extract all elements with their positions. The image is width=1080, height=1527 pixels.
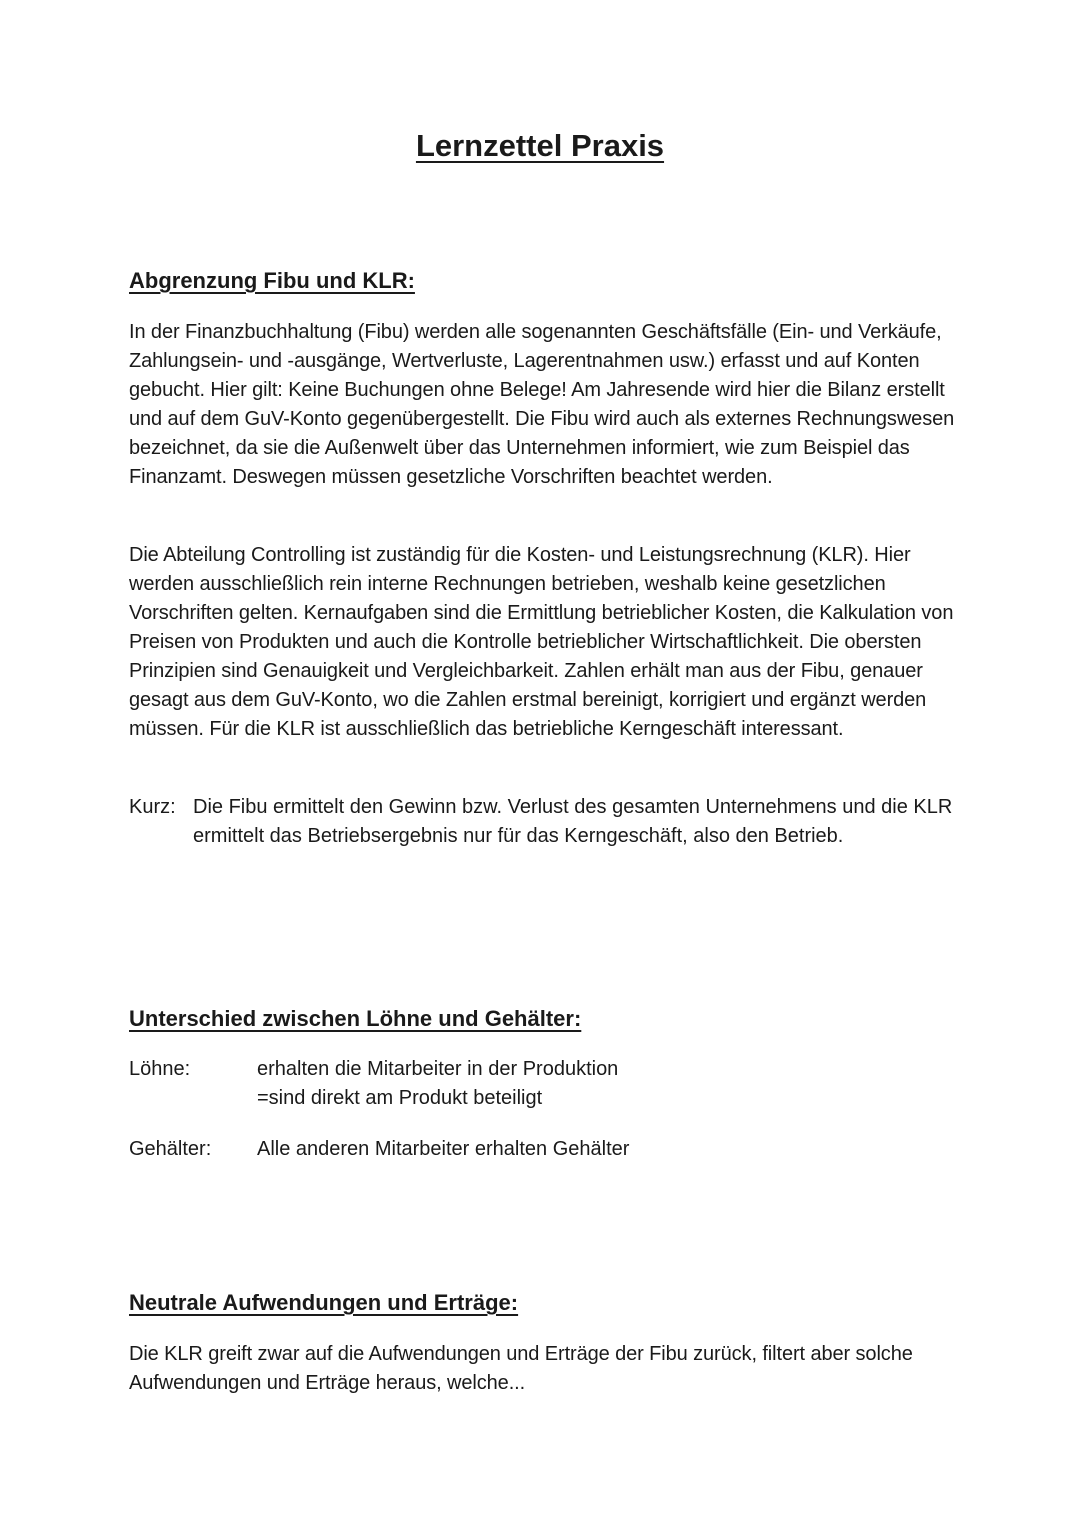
paragraph-neutrale: Die KLR greift zwar auf die Aufwendungen und Erträge der Fibu zurück, filtert aber solche Aufwendungen und Erträge heraus, welche...: [129, 1343, 913, 1394]
definition-line: =sind direkt am Produkt beteiligt: [257, 1087, 543, 1109]
definition-text: [257, 1055, 618, 1113]
section-heading-neutrale: Neutrale Aufwendungen und Erträge:: [129, 1290, 519, 1315]
section-heading-abgrenzung: Abgrenzung Fibu und KLR:: [129, 268, 415, 293]
paragraph-fibu: In der Finanzbuchhaltung (Fibu) werden alle sogenannten Geschäftsfälle (Ein- und Verkäufe, Zahlungsein- und -ausgänge, Wertverluste, Lagerentnahmen usw.) erfasst und auf Konten gebucht. Hier gilt: Keine Buchungen ohne Belege! Am Jahresende wird hier die Bilanz erstellt und auf dem GuV-Konto gegenübergestellt. Die Fibu wird auch als externes Rechnungswesen bezeichnet, da sie die Außenwelt über das Unternehmen informiert, wie zum Beispiel das Finanzamt. Deswegen müssen gesetzliche Vorschriften beachtet werden.: [129, 321, 955, 488]
definition-text: [257, 1135, 629, 1164]
definition-term: Gehälter:: [129, 1138, 212, 1160]
section-heading-loehne-gehaelter: Unterschied zwischen Löhne und Gehälter:: [129, 1006, 582, 1031]
summary-text: Die Fibu ermittelt den Gewinn bzw. Verlust des gesamten Unternehmens und die KLR ermittelt das Betriebsergebnis nur für das Kerngeschäft, also den Betrieb.: [193, 796, 953, 847]
page-title: Lernzettel Praxis: [415, 128, 665, 163]
definition-term: Löhne:: [129, 1058, 191, 1080]
definition-line: Alle anderen Mitarbeiter erhalten Gehälter: [257, 1138, 630, 1160]
definition-row-gehaelter: [129, 1135, 959, 1165]
summary-label: Kurz:: [129, 796, 176, 818]
definition-line: erhalten die Mitarbeiter in der Produktion: [257, 1058, 619, 1080]
paragraph-klr: Die Abteilung Controlling ist zuständig für die Kosten- und Leistungsrechnung (KLR). Hier werden ausschließlich rein interne Rechnungen betrieben, weshalb keine gesetzlichen Vorschriften gelten. Kernaufgaben sind die Ermittlung betrieblicher Kosten, die Kalkulation von Preisen von Produkten und auch die Kontrolle betrieblicher Wirtschaftlichkeit. Die obersten Prinzipien sind Genauigkeit und Vergleichbarkeit. Zahlen erhält man aus der Fibu, genauer gesagt aus dem GuV-Konto, wo die Zahlen erstmal bereinigt, korrigiert und ergänzt werden müssen. Für die KLR ist ausschließlich das betriebliche Kerngeschäft interessant.: [129, 544, 954, 740]
definition-row-loehne: [129, 1055, 959, 1115]
